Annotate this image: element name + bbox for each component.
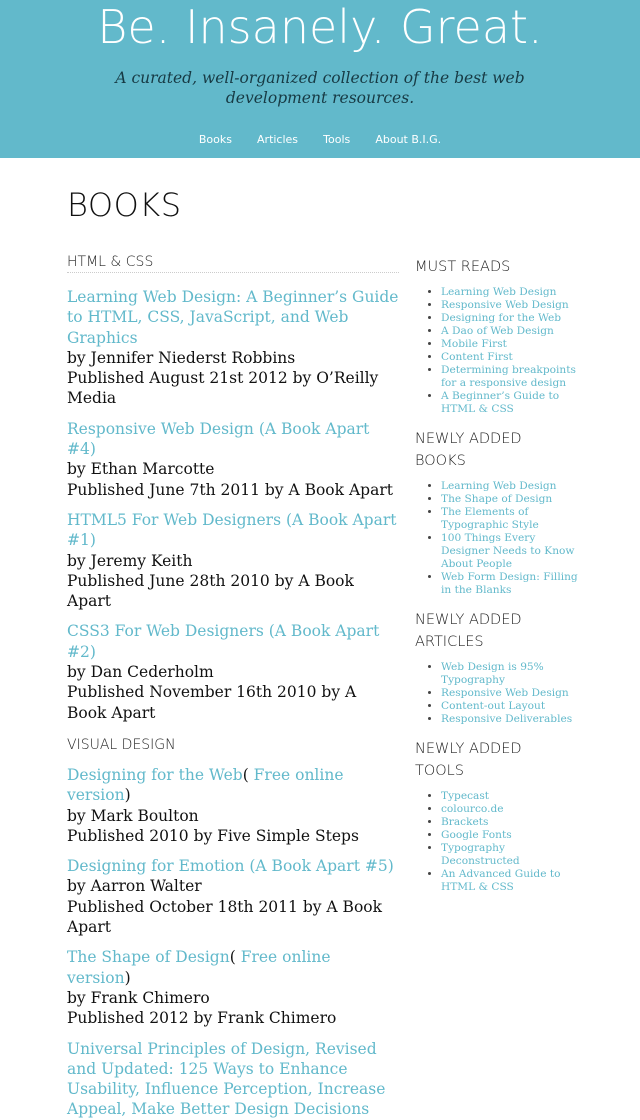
list-item (441, 286, 585, 299)
sidebar-link[interactable]: Typography Deconstructed (441, 842, 520, 867)
list-item (441, 842, 585, 868)
sidebar-link[interactable]: Determining breakpoints for a responsive design (441, 364, 576, 389)
sidebar-link[interactable]: An Advanced Guide to HTML & CSS (441, 868, 561, 893)
list-item (441, 700, 585, 713)
book-author: by Frank Chimero (67, 988, 210, 1007)
list-item (441, 390, 585, 416)
main-nav (0, 128, 640, 147)
sidebar-link[interactable]: Responsive Web Design (441, 299, 569, 311)
book-published: Published August 21st 2012 by O’Reilly Media (67, 369, 379, 408)
book-author: by Ethan Marcotte (67, 460, 215, 479)
book-published: Published 2010 by Five Simple Steps (67, 826, 359, 845)
list-item (441, 532, 585, 571)
book-entry (67, 1039, 399, 1120)
sidebar-link[interactable]: Designing for the Web (441, 312, 562, 324)
list-item (441, 829, 585, 842)
list-item (441, 480, 585, 493)
list-item (441, 325, 585, 338)
book-title-link[interactable]: Designing for the Web (67, 765, 243, 784)
site-header (0, 0, 640, 158)
sidebar-link[interactable]: Content First (441, 351, 513, 363)
section-title: VISUAL DESIGN (67, 736, 176, 753)
section-title: HTML & CSS (67, 252, 399, 273)
book-entry: Designing for the Web( Free online version) by Mark Boulton Published 2010 by Five Simple Steps (67, 765, 359, 845)
list-item (441, 493, 585, 506)
new-books-list (415, 480, 585, 597)
sidebar (415, 256, 585, 894)
book-published: Published November 16th 2010 by A Book Apart (67, 683, 357, 722)
book-author: by Jennifer Niederst Robbins (67, 348, 296, 367)
book-entry (67, 287, 399, 409)
nav-tools[interactable]: Tools (323, 133, 351, 146)
list-item (441, 571, 585, 597)
book-title-link[interactable]: CSS3 For Web Designers (A Book Apart #2) (67, 622, 380, 661)
book-title-link[interactable]: Responsive Web Design (A Book Apart #4) (67, 419, 370, 459)
book-title-link[interactable]: HTML5 For Web Designers (A Book Apart #1) (67, 510, 397, 550)
book-author: by Jeremy Keith (67, 551, 193, 570)
nav-about[interactable]: About B.I.G. (375, 133, 442, 146)
book-entry (67, 510, 399, 611)
book-entry (67, 621, 399, 722)
list-item (441, 338, 585, 351)
book-entry: The Shape of Design( Free online version) by Frank Chimero Published 2012 by Frank Chimero (67, 948, 337, 1028)
sidebar-link[interactable]: Web Form Design: Filling in the Blanks (441, 571, 578, 596)
sidebar-link[interactable]: A Dao of Web Design (441, 325, 554, 337)
book-published: Published June 28th 2010 by A Book Apart (67, 571, 354, 611)
must-reads-list (415, 286, 585, 416)
sidebar-link[interactable]: Learning Web Design (441, 286, 557, 298)
list-item (441, 790, 585, 803)
list-item (441, 661, 585, 687)
list-item (441, 364, 585, 390)
book-author: by Dan Cederholm (67, 663, 214, 682)
sidebar-link[interactable]: Learning Web Design (441, 480, 557, 492)
book-entry (67, 419, 399, 500)
book-entry (67, 856, 399, 937)
book-title-link[interactable]: Learning Web Design: A Beginner’s Guide to HTML, CSS, JavaScript, and Web Graphics (67, 288, 399, 347)
book-published: Published October 18th 2011 by A Book Apart (67, 897, 382, 937)
list-item (441, 312, 585, 325)
sidebar-link[interactable]: Mobile First (441, 338, 507, 350)
free-online-link[interactable]: Free online version (67, 948, 331, 987)
sidebar-link[interactable]: The Shape of Design (441, 493, 553, 505)
sidebar-link[interactable]: Typecast (441, 790, 490, 802)
list-item (441, 868, 585, 894)
new-articles-list (415, 661, 585, 726)
book-title-link[interactable]: Designing for Emotion (A Book Apart #5) (67, 857, 394, 876)
list-item (441, 687, 585, 700)
book-title-link[interactable]: Universal Principles of Design, Revised and Updated: 125 Ways to Enhance Usability, Influence Perception, Increase Appeal, Make Better Design Decisions (67, 1039, 386, 1119)
new-books-title: NEWLY ADDED BOOKS (415, 431, 522, 469)
book-published: Published 2012 by Frank Chimero (67, 1009, 337, 1028)
sidebar-link[interactable]: Google Fonts (441, 829, 512, 841)
book-author: by Mark Boulton (67, 806, 199, 825)
sidebar-link[interactable]: colourco.de (441, 803, 504, 815)
sidebar-link[interactable]: 100 Things Every Designer Needs to Know About People (441, 532, 575, 570)
new-articles-title: NEWLY ADDED ARTICLES (415, 612, 522, 650)
list-item (441, 713, 585, 726)
must-reads-title: MUST READS (415, 259, 511, 275)
list-item (441, 351, 585, 364)
sidebar-link[interactable]: Web Design is 95% Typography (441, 661, 544, 686)
site-tagline: A curated, well-organized collection of the best web development resources. (115, 69, 525, 107)
nav-articles[interactable]: Articles (257, 133, 299, 146)
sidebar-link[interactable]: A Beginner’s Guide to HTML & CSS (441, 390, 560, 415)
site-title[interactable]: Be. Insanely. Great. (97, 0, 543, 54)
sidebar-link[interactable]: The Elements of Typographic Style (441, 506, 539, 531)
new-tools-title: NEWLY ADDED TOOLS (415, 741, 522, 779)
sidebar-link[interactable]: Responsive Web Design (441, 687, 569, 699)
book-list (67, 252, 399, 1120)
sidebar-link[interactable]: Brackets (441, 816, 489, 828)
nav-books[interactable]: Books (198, 133, 232, 146)
book-author: by Aarron Walter (67, 877, 202, 896)
list-item (441, 506, 585, 532)
page-title: BOOKS (67, 186, 182, 224)
sidebar-link[interactable]: Content-out Layout (441, 700, 546, 712)
free-online-link[interactable]: Free online version (67, 765, 344, 805)
new-tools-list (415, 790, 585, 894)
book-title-link[interactable]: The Shape of Design (67, 948, 230, 967)
list-item (441, 299, 585, 312)
list-item (441, 816, 585, 829)
list-item (441, 803, 585, 816)
book-published: Published June 7th 2011 by A Book Apart (67, 480, 393, 499)
sidebar-link[interactable]: Responsive Deliverables (441, 713, 573, 725)
